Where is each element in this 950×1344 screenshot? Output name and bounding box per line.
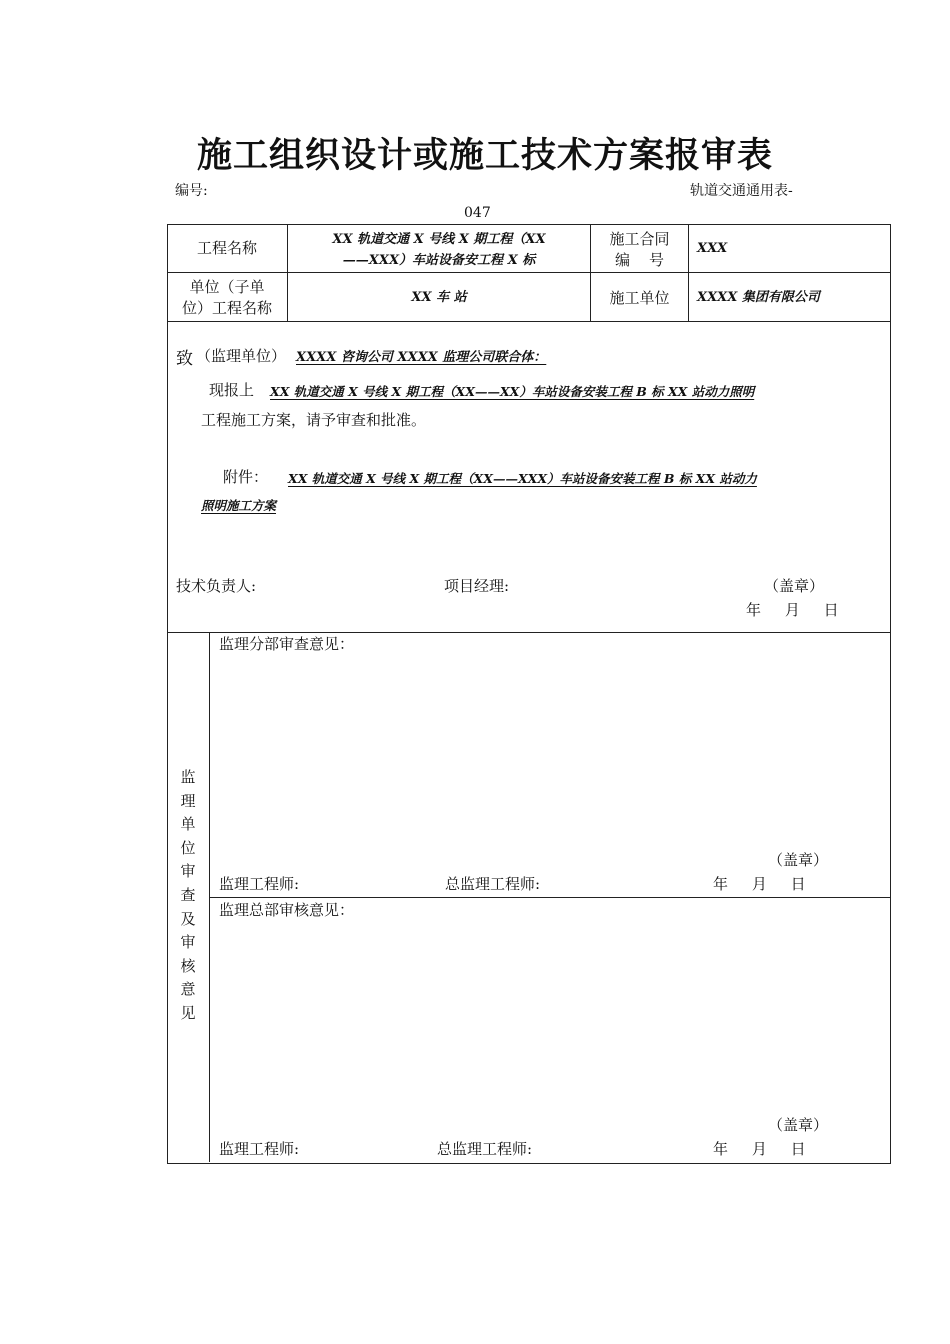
head-date-label: 年 月 日 — [713, 1140, 806, 1158]
contract-label-line1: 施工合同 — [609, 230, 670, 248]
form-code-line2: 047 — [464, 205, 491, 221]
side-char: 及 — [180, 909, 196, 928]
unit-value: XX 车 站 — [411, 290, 467, 305]
project-name-line1: XX 轨道交通 X 号线 X 期工程（XX — [332, 232, 546, 247]
row-divider — [167, 321, 890, 322]
branch-date-label: 年 月 日 — [713, 875, 806, 893]
report-value: XX 轨道交通 X 号线 X 期工程（XX——XX）车站设备安装工程 B 标 XX 站动力照明 — [270, 384, 755, 399]
review-side-label — [167, 766, 209, 1026]
head-review-title: 监理总部审核意见： — [219, 901, 355, 919]
side-char: 意 — [180, 980, 196, 999]
side-char: 单 — [180, 815, 196, 834]
row-divider — [167, 632, 890, 633]
document-title: 施工组织设计或施工技术方案报审表 — [196, 136, 773, 176]
date-label: 年 月 日 — [746, 601, 839, 619]
form-code-line1: 轨道交通通用表- — [690, 183, 793, 199]
unit-label-line1: 单位（子单 — [189, 278, 265, 296]
side-char: 监 — [180, 768, 196, 786]
unit-label-line2: 位）工程名称 — [181, 299, 272, 317]
branch-review-title: 监理分部审查意见： — [219, 635, 355, 653]
side-char: 位 — [180, 838, 196, 857]
to-label: （监理单位） — [196, 347, 287, 365]
contract-label-line2: 编 号 — [614, 251, 665, 269]
side-char: 理 — [180, 791, 196, 810]
to-prefix: 致 — [176, 349, 193, 369]
number-label: 编号: — [175, 183, 208, 199]
project-name-label: 工程名称 — [196, 239, 257, 257]
row-divider — [167, 272, 890, 273]
report-prefix: 现报上 — [209, 381, 255, 399]
branch-chief-label: 总监理工程师: — [445, 875, 541, 893]
head-chief-label: 总监理工程师: — [437, 1140, 533, 1158]
tech-lead-label: 技术负责人: — [176, 577, 257, 595]
branch-seal-label: （盖章） — [768, 851, 829, 869]
side-char: 查 — [180, 885, 196, 904]
col-divider — [209, 632, 210, 1162]
attachment-label: 附件： — [223, 468, 269, 486]
side-char: 审 — [180, 933, 196, 952]
contract-value: XXX — [697, 241, 728, 256]
row-divider — [209, 897, 890, 898]
side-char: 见 — [180, 1003, 196, 1022]
head-engineer-label: 监理工程师: — [219, 1140, 300, 1158]
supervisor-unit-value: XXXX 咨询公司 XXXX 监理公司联合体： — [296, 350, 547, 365]
attachment-value-line2: 照明施工方案 — [201, 498, 277, 513]
pm-label: 项目经理: — [444, 577, 510, 595]
attachment-value-line1: XX 轨道交通 X 号线 X 期工程（XX——XXX）车站设备安装工程 B 标 XX 站动力 — [288, 471, 757, 486]
contractor-value: XXXX 集团有限公司 — [697, 290, 820, 305]
project-name-line2: ——XXX）车站设备安工程 X 标 — [342, 253, 536, 268]
side-char: 核 — [180, 956, 196, 975]
branch-engineer-label: 监理工程师: — [219, 875, 300, 893]
head-seal-label: （盖章） — [768, 1116, 829, 1134]
col-divider — [688, 224, 689, 321]
seal-label: （盖章） — [764, 577, 825, 595]
report-suffix: 工程施工方案，请予审查和批准。 — [201, 411, 427, 429]
side-char: 审 — [180, 862, 196, 881]
contractor-label: 施工单位 — [609, 289, 670, 307]
